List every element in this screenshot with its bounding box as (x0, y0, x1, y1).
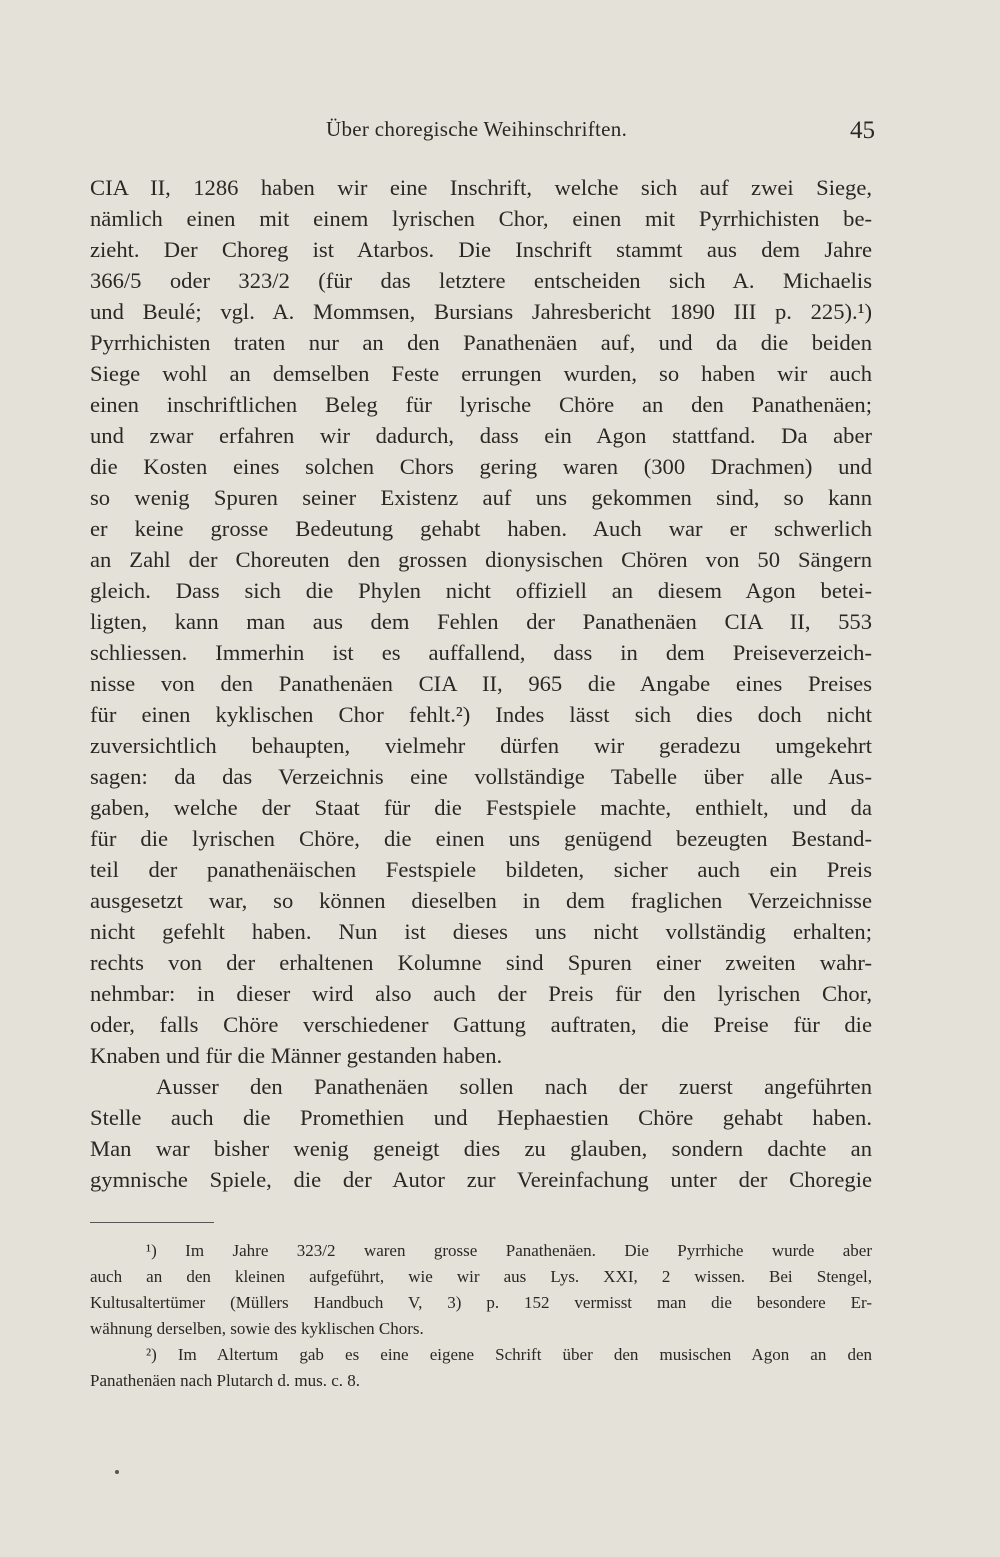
page-number: 45 (850, 117, 875, 144)
body-line: Man war bisher wenig geneigt dies zu glauben, sondern dachte an (90, 1136, 872, 1161)
body-line: nämlich einen mit einem lyrischen Chor, einen mit Pyrrhichisten be- (90, 206, 872, 231)
footnote-line: wähnung derselben, sowie des kyklischen Chors. (90, 1319, 424, 1338)
body-line: oder, falls Chöre verschiedener Gattung auftraten, die Preise für die (90, 1012, 872, 1037)
footnote-line: auch an den kleinen aufgeführt, wie wir aus Lys. XXI, 2 wissen. Bei Stengel, (90, 1267, 872, 1286)
body-line: schliessen. Immerhin ist es auffallend, dass in dem Preiseverzeich- (90, 640, 872, 665)
body-line: 366/5 oder 323/2 (für das letztere entscheiden sich A. Michaelis (90, 268, 872, 293)
footnote-line: Kultusaltertümer (Müllers Handbuch V, 3) p. 152 vermisst man die besondere Er- (90, 1293, 872, 1312)
body-line: so wenig Spuren seiner Existenz auf uns gekommen sind, so kann (90, 485, 872, 510)
body-text (90, 172, 872, 1195)
body-line: nicht gefehlt haben. Nun ist dieses uns nicht vollständig erhalten; (90, 919, 872, 944)
body-line: ausgesetzt war, so können dieselben in dem fraglichen Verzeichnisse (90, 888, 872, 913)
body-line: nisse von den Panathenäen CIA II, 965 die Angabe eines Preises (90, 671, 872, 696)
body-line: ligten, kann man aus dem Fehlen der Panathenäen CIA II, 553 (90, 609, 872, 634)
footnote-line: ¹) Im Jahre 323/2 waren grosse Panathenäen. Die Pyrrhiche wurde aber (146, 1241, 872, 1260)
body-line: gymnische Spiele, die der Autor zur Vereinfachung unter der Choregie (90, 1167, 872, 1192)
body-line: einen inschriftlichen Beleg für lyrische Chöre an den Panathenäen; (90, 392, 872, 417)
body-line: zieht. Der Choreg ist Atarbos. Die Inschrift stammt aus dem Jahre (90, 237, 872, 262)
body-line: an Zahl der Choreuten den grossen dionysischen Chören von 50 Sängern (90, 547, 872, 572)
body-line: gaben, welche der Staat für die Festspiele machte, enthielt, und da (90, 795, 872, 820)
body-line: Stelle auch die Promethien und Hephaestien Chöre gehabt haben. (90, 1105, 872, 1130)
body-line: für einen kyklischen Chor fehlt.²) Indes lässt sich dies doch nicht (90, 702, 872, 727)
body-line: Knaben und für die Männer gestanden haben. (90, 1043, 503, 1068)
body-line: und zwar erfahren wir dadurch, dass ein Agon stattfand. Da aber (90, 423, 872, 448)
body-line: teil der panathenäischen Festspiele bildeten, sicher auch ein Preis (90, 857, 872, 882)
body-line: er keine grosse Bedeutung gehabt haben. Auch war er schwerlich (90, 516, 872, 541)
footnote-line: ²) Im Altertum gab es eine eigene Schrift über den musischen Agon an den (146, 1345, 872, 1364)
body-line: und Beulé; vgl. A. Mommsen, Bursians Jahresbericht 1890 III p. 225).¹) (90, 299, 872, 324)
body-line: für die lyrischen Chöre, die einen uns genügend bezeugten Bestand- (90, 826, 872, 851)
body-line: Pyrrhichisten traten nur an den Panathenäen auf, und da die beiden (90, 330, 872, 355)
page-header (90, 117, 875, 147)
footnote-line: Panathenäen nach Plutarch d. mus. c. 8. (90, 1371, 361, 1390)
body-line: Ausser den Panathenäen sollen nach der zuerst angeführten (156, 1074, 872, 1099)
body-line: gleich. Dass sich die Phylen nicht offiziell an diesem Agon betei- (90, 578, 872, 603)
running-title: Über choregische Weihinschriften. (326, 117, 628, 141)
ink-speck (115, 1470, 119, 1474)
body-line: sagen: da das Verzeichnis eine vollständige Tabelle über alle Aus- (90, 764, 872, 789)
footnote-divider (90, 1222, 214, 1223)
body-line: rechts von der erhaltenen Kolumne sind Spuren einer zweiten wahr- (90, 950, 872, 975)
body-line: Siege wohl an demselben Feste errungen wurden, so haben wir auch (90, 361, 872, 386)
footnotes (90, 1238, 872, 1394)
body-line: zuversichtlich behaupten, vielmehr dürfen wir geradezu umgekehrt (90, 733, 872, 758)
body-line: die Kosten eines solchen Chors gering waren (300 Drachmen) und (90, 454, 872, 479)
body-line: nehmbar: in dieser wird also auch der Preis für den lyrischen Chor, (90, 981, 872, 1006)
body-line: CIA II, 1286 haben wir eine Inschrift, welche sich auf zwei Siege, (90, 175, 872, 200)
